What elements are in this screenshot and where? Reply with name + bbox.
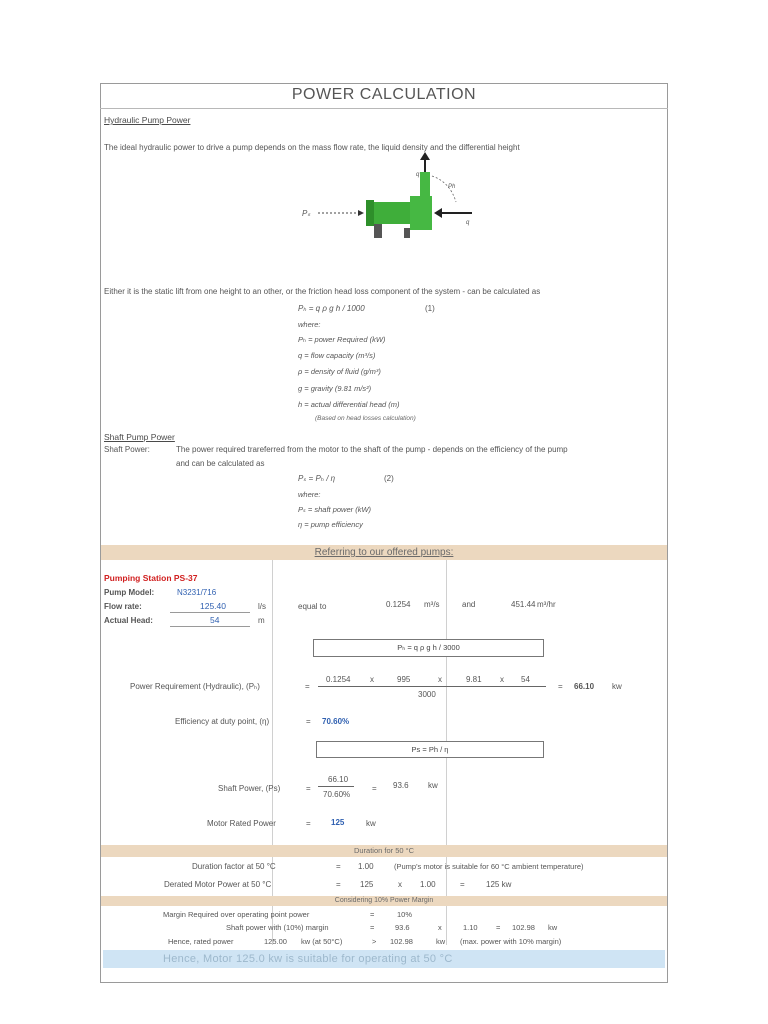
ph-x3: x [500, 675, 504, 684]
shaft-label: Shaft Power: [104, 445, 150, 454]
pump-model-label: Pump Model: [104, 588, 155, 597]
duration-factor-value: 1.00 [358, 862, 374, 871]
outlet-arrowhead [420, 152, 430, 160]
pump-casing [410, 196, 432, 230]
hence-value: 125.00 [264, 937, 287, 946]
derated-result: 125 kw [486, 880, 512, 889]
title-divider [100, 108, 668, 109]
def-ps: Pₛ = shaft power (kW) [298, 505, 372, 514]
hence-note: (max. power with 10% margin) [460, 937, 562, 946]
formula-number-1: (1) [425, 304, 435, 313]
derated-result-equals: = [460, 880, 465, 889]
conclusion-banner: Hence, Motor 125.0 kw is suitable for operating at 50 °C [103, 950, 665, 968]
ps-denominator: 70.60% [323, 790, 351, 799]
ph-x1: x [370, 675, 374, 684]
shaft-desc-2: and can be calculated as [176, 459, 265, 468]
def-h: h = actual differential head (m) [298, 400, 400, 409]
shaft-margin-x: x [438, 923, 442, 932]
shaft-margin-equals: = [370, 923, 375, 932]
hydraulic-formula: Pₕ = q ρ g h / 1000 [298, 304, 365, 313]
derated-x: x [398, 880, 402, 889]
referring-band: Referring to our offered pumps: [101, 545, 667, 560]
duration-factor-equals: = [336, 862, 341, 871]
hydraulic-heading: Hydraulic Pump Power [104, 115, 191, 125]
shaft-margin-a: 93.6 [395, 923, 410, 932]
flow-m3s: 0.1254 [386, 600, 411, 609]
duration-factor-label: Duration factor at 50 °C [192, 862, 276, 871]
ps-formula-box: Ps = Ph / η [316, 741, 544, 758]
hence-compare-unit: kw [436, 937, 446, 946]
ph-equals: = [305, 682, 310, 691]
pump-motor [372, 202, 412, 224]
pump-foot [374, 224, 382, 238]
pump-foot [404, 228, 410, 238]
shaft-margin-unit: kw [548, 923, 558, 932]
flow-m3s-unit: m³/s [424, 600, 440, 609]
inlet-arrowhead [358, 210, 364, 216]
page-title: POWER CALCULATION [291, 86, 477, 103]
def-q: q = flow capacity (m³/s) [298, 351, 376, 360]
ph-h: 54 [521, 675, 530, 684]
motor-rated-equals: = [306, 819, 311, 828]
derated-equals: = [336, 880, 341, 889]
hence-compare: 102.98 [390, 937, 413, 946]
pump-diagram [300, 152, 500, 244]
flow-rate-label: Flow rate: [104, 602, 142, 611]
shaft-desc-1: The power required trareferred from the motor to the shaft of the pump - depends on the efficiency of the pump [176, 445, 568, 454]
def-g: g = gravity (9.81 m/s²) [298, 384, 372, 393]
margin-req-equals: = [370, 910, 375, 919]
ph-fraction-line [318, 686, 546, 687]
shaft-heading: Shaft Pump Power [104, 432, 175, 442]
ps-equals: = [306, 784, 311, 793]
margin-req-label: Margin Required over operating point power [163, 910, 310, 919]
derated-a: 125 [360, 880, 374, 889]
head-underline [170, 626, 250, 627]
ps-fraction-line [318, 786, 354, 787]
motor-rated-value: 125 [331, 818, 345, 827]
ph-label: Ph [448, 184, 456, 190]
motor-rated-unit: kw [366, 819, 376, 828]
efficiency-label: Efficiency at duty point, (η) [175, 717, 270, 726]
inlet-flow-arrowhead [434, 208, 442, 218]
derated-b: 1.00 [420, 880, 436, 889]
where-label: where: [298, 320, 321, 329]
equal-to-text: equal to [298, 602, 327, 611]
q-top-label: q [416, 172, 420, 178]
head-unit: m [258, 616, 265, 625]
ps-result: 93.6 [393, 781, 409, 790]
ph-rho: 995 [397, 675, 411, 684]
ph-formula-box: Pₕ = q ρ g h / 3000 [313, 639, 544, 657]
flow-m3hr: 451.44 [511, 600, 536, 609]
either-text: Either it is the static lift from one height to an other, or the friction head loss component of the system - can be calculated as [104, 287, 541, 296]
head-label: Actual Head: [104, 616, 153, 625]
def-ph: Pₕ = power Required (kW) [298, 335, 386, 344]
def-eta: η = pump efficiency [298, 520, 363, 529]
ps-result-equals: = [372, 784, 377, 793]
hence-unit: kw (at 50°C) [301, 937, 343, 946]
shaft-margin-b: 1.10 [463, 923, 478, 932]
station-name: Pumping Station PS-37 [104, 573, 198, 583]
q-right-label: q [466, 220, 470, 226]
pump-motor-cap [366, 200, 374, 226]
shaft-margin-result: 102.98 [512, 923, 535, 932]
ps-numerator: 66.10 [328, 775, 349, 784]
formula-number-2: (2) [384, 474, 394, 483]
hence-gt: > [372, 937, 377, 946]
pump-model-value: N3231/716 [177, 588, 217, 597]
margin-req-value: 10% [397, 910, 413, 919]
head-loss-note: (Based on head losses calculation) [315, 415, 416, 422]
efficiency-equals: = [306, 717, 311, 726]
ph-result: 66.10 [574, 682, 595, 691]
grid-line [272, 560, 273, 945]
ph-x2: x [438, 675, 442, 684]
ph-label: Power Requirement (Hydraulic), (Pₕ) [130, 682, 260, 691]
flow-unit: l/s [258, 602, 266, 611]
derated-power-label: Derated Motor Power at 50 °C [164, 880, 272, 889]
and-text: and [462, 600, 476, 609]
flow-rate-value: 125.40 [200, 601, 226, 611]
flow-m3hr-unit: m³/hr [537, 600, 556, 609]
ps-label: Shaft Power, (Ps) [218, 784, 281, 793]
hence-label: Hence, rated power [168, 937, 234, 946]
p-left-label: Pₛ [302, 209, 311, 218]
ps-result-unit: kw [428, 781, 438, 790]
ph-denominator: 3000 [418, 690, 436, 699]
efficiency-value: 70.60% [322, 717, 350, 726]
duration-factor-note: (Pump's motor is suitable for 60 °C ambient temperature) [394, 862, 584, 871]
duration-band: Duration for 50 °C [101, 845, 667, 857]
pump-outlet [420, 172, 430, 198]
ph-result-unit: kw [612, 682, 622, 691]
def-rho: ρ = density of fluid (g/m³) [298, 367, 381, 376]
ph-q: 0.1254 [326, 675, 351, 684]
ph-result-equals: = [558, 682, 563, 691]
shaft-formula: Pₛ = Pₕ / η [298, 474, 336, 483]
head-value: 54 [210, 615, 220, 625]
margin-band: Considering 10% Power Margin [101, 896, 667, 906]
motor-rated-label: Motor Rated Power [207, 819, 276, 828]
ph-g: 9.81 [466, 675, 482, 684]
hydraulic-intro: The ideal hydraulic power to drive a pump depends on the mass flow rate, the liquid density and the differential height [104, 143, 520, 152]
shaft-margin-label: Shaft power with (10%) margin [226, 923, 329, 932]
shaft-margin-result-equals: = [496, 923, 501, 932]
flow-underline [170, 612, 250, 613]
shaft-where: where: [298, 490, 321, 499]
